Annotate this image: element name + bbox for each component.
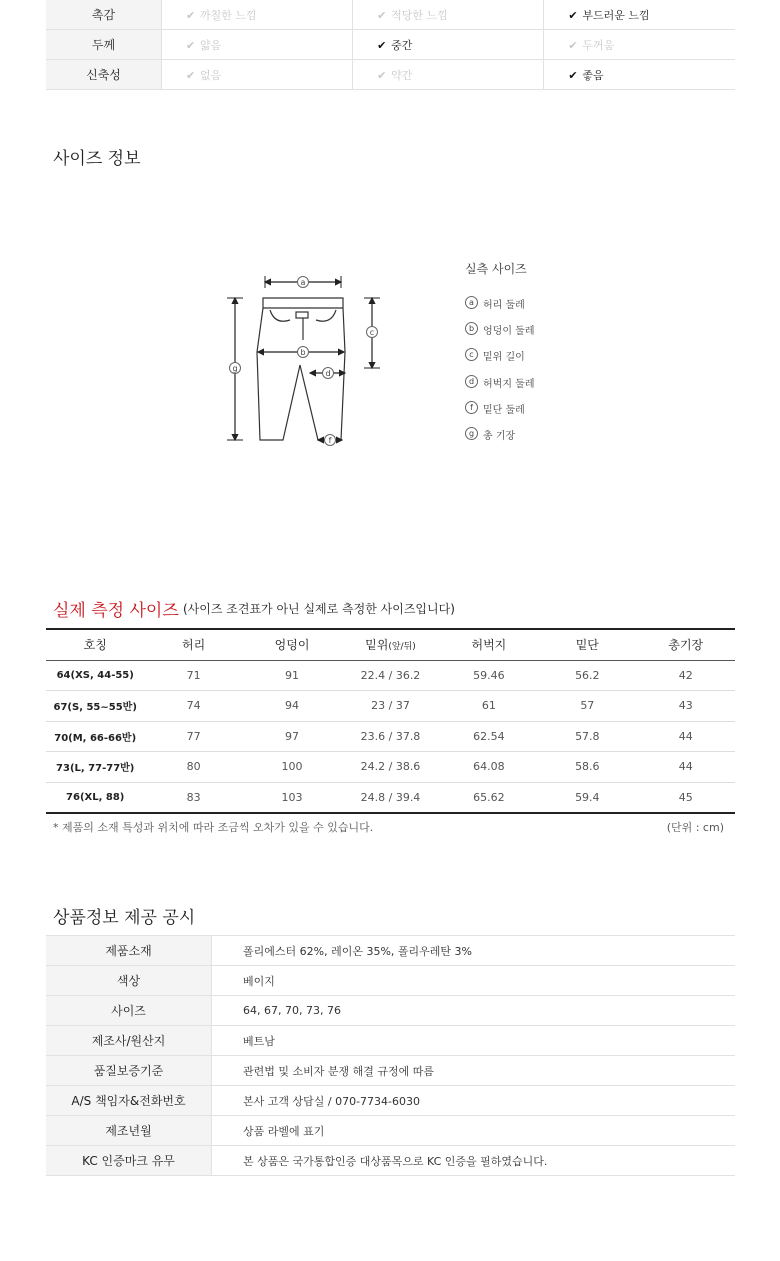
table-cell: 74 — [144, 691, 242, 722]
table-cell: 100 — [243, 752, 341, 783]
table-cell: 91 — [243, 660, 341, 691]
col-header: 허벅지 — [440, 629, 538, 660]
table-cell: 24.2 / 38.6 — [341, 752, 439, 783]
svg-text:b: b — [300, 348, 306, 357]
circled-letter-icon: b — [465, 322, 478, 335]
table-cell: 67(S, 55~55반) — [46, 691, 144, 722]
table-cell: 77 — [144, 721, 242, 752]
check-icon: ✔ — [186, 68, 196, 82]
circled-letter-icon: g — [465, 427, 478, 440]
info-key: A/S 책임자&전화번호 — [46, 1086, 212, 1116]
table-cell: 56.2 — [538, 660, 636, 691]
svg-text:f: f — [328, 436, 332, 445]
table-cell: 59.46 — [440, 660, 538, 691]
feel-option-text: 적당한 느낌 — [391, 8, 448, 22]
legend-item — [465, 296, 534, 322]
table-row — [46, 1056, 735, 1086]
table-cell: 44 — [637, 721, 735, 752]
legend-item — [465, 401, 534, 427]
col-header-suffix: (앞/뒤) — [388, 642, 416, 653]
feel-option-text: 약간 — [391, 68, 413, 82]
feel-option-text: 까칠한 느낌 — [200, 8, 257, 22]
svg-text:c: c — [369, 328, 375, 337]
table-cell: 23.6 / 37.8 — [341, 721, 439, 752]
feel-option — [162, 30, 353, 60]
feel-option-text: 좋음 — [582, 68, 604, 82]
table-row — [46, 936, 735, 966]
info-key: KC 인증마크 유무 — [46, 1146, 212, 1176]
feel-row-touch — [46, 0, 735, 30]
legend-label: 밑위 길이 — [483, 352, 525, 364]
feel-option-text: 없음 — [200, 68, 222, 82]
table-cell: 65.62 — [440, 782, 538, 813]
circled-letter-icon: a — [465, 296, 478, 309]
col-header-text: 밑위 — [365, 638, 389, 653]
measure-unit: (단위 : cm) — [666, 821, 724, 834]
info-key: 사이즈 — [46, 996, 212, 1026]
legend-label: 허벅지 둘레 — [483, 378, 535, 390]
info-key: 품질보증기준 — [46, 1056, 212, 1086]
table-cell: 59.4 — [538, 782, 636, 813]
table-cell: 23 / 37 — [341, 691, 439, 722]
table-row — [46, 660, 735, 691]
feel-option-text: 두꺼움 — [582, 38, 615, 52]
feel-label: 신축성 — [46, 60, 162, 90]
table-cell: 61 — [440, 691, 538, 722]
table-cell: 94 — [243, 691, 341, 722]
measure-subtitle: (사이즈 조견표가 아닌 실제로 측정한 사이즈입니다) — [183, 602, 455, 616]
table-cell: 80 — [144, 752, 242, 783]
col-header — [341, 629, 439, 660]
info-value: 베트남 — [212, 1026, 736, 1056]
info-key: 제조년월 — [46, 1116, 212, 1146]
check-icon: ✔ — [568, 38, 578, 52]
table-cell: 22.4 / 36.2 — [341, 660, 439, 691]
svg-text:a: a — [300, 278, 306, 287]
table-cell: 83 — [144, 782, 242, 813]
info-value: 본 상품은 국가통합인증 대상품목으로 KC 인증을 필하였습니다. — [212, 1146, 736, 1176]
legend-item — [465, 322, 534, 348]
table-cell: 42 — [637, 660, 735, 691]
size-info-heading: 사이즈 정보 — [53, 149, 141, 169]
table-cell: 58.6 — [538, 752, 636, 783]
check-icon: ✔ — [377, 38, 387, 52]
table-row — [46, 1026, 735, 1056]
table-row — [46, 966, 735, 996]
info-value: 관련법 및 소비자 분쟁 해결 규정에 따름 — [212, 1056, 736, 1086]
info-key: 제품소재 — [46, 936, 212, 966]
table-row — [46, 752, 735, 783]
pants-diagram — [220, 270, 395, 450]
legend-label: 밑단 둘레 — [483, 404, 525, 416]
legend-label: 총 기장 — [483, 430, 516, 442]
check-icon: ✔ — [377, 68, 387, 82]
info-value: 베이지 — [212, 966, 736, 996]
check-icon: ✔ — [186, 38, 196, 52]
col-header: 허리 — [144, 629, 242, 660]
circled-letter-icon: c — [465, 348, 478, 361]
table-row — [46, 1086, 735, 1116]
measure-legend — [465, 296, 534, 453]
size-measure-table — [46, 628, 735, 814]
table-cell: 71 — [144, 660, 242, 691]
table-cell: 44 — [637, 752, 735, 783]
feel-option — [544, 30, 735, 60]
fabric-feel-table — [46, 0, 735, 90]
check-icon: ✔ — [568, 8, 578, 22]
circled-letter-icon: f — [465, 401, 478, 414]
check-icon: ✔ — [568, 68, 578, 82]
feel-option-text: 부드러운 느낌 — [582, 8, 650, 22]
product-info-table — [46, 935, 735, 1176]
feel-label: 두께 — [46, 30, 162, 60]
table-row — [46, 721, 735, 752]
feel-option-text: 중간 — [391, 38, 413, 52]
feel-row-thickness — [46, 30, 735, 60]
info-value: 본사 고객 상담실 / 070-7734-6030 — [212, 1086, 736, 1116]
feel-option-selected — [544, 60, 735, 90]
legend-title: 실측 사이즈 — [465, 262, 527, 276]
check-icon: ✔ — [186, 8, 196, 22]
table-header-row — [46, 629, 735, 660]
table-cell: 73(L, 77-77반) — [46, 752, 144, 783]
col-header: 총기장 — [637, 629, 735, 660]
legend-item — [465, 427, 534, 453]
feel-option — [353, 60, 544, 90]
feel-option — [353, 0, 544, 30]
info-value: 64, 67, 70, 73, 76 — [212, 996, 736, 1026]
table-cell: 97 — [243, 721, 341, 752]
feel-option-selected — [353, 30, 544, 60]
table-cell: 62.54 — [440, 721, 538, 752]
feel-label: 촉감 — [46, 0, 162, 30]
measure-title: 실제 측정 사이즈 — [53, 601, 179, 621]
col-header: 밑단 — [538, 629, 636, 660]
info-value: 상품 라벨에 표기 — [212, 1116, 736, 1146]
legend-item — [465, 348, 534, 374]
info-value: 폴리에스터 62%, 레이온 35%, 폴리우레탄 3% — [212, 936, 736, 966]
table-cell: 45 — [637, 782, 735, 813]
table-cell: 103 — [243, 782, 341, 813]
table-cell: 64.08 — [440, 752, 538, 783]
measure-note: * 제품의 소재 특성과 위치에 따라 조금씩 오차가 있을 수 있습니다. — [53, 821, 374, 834]
legend-item — [465, 375, 534, 401]
table-row — [46, 782, 735, 813]
table-cell: 57 — [538, 691, 636, 722]
col-header: 엉덩이 — [243, 629, 341, 660]
svg-text:g: g — [232, 364, 238, 373]
check-icon: ✔ — [377, 8, 387, 22]
table-cell: 70(M, 66-66반) — [46, 721, 144, 752]
legend-label: 엉덩이 둘레 — [483, 326, 535, 338]
feel-option-selected — [544, 0, 735, 30]
feel-option — [162, 0, 353, 30]
table-row — [46, 691, 735, 722]
product-info-heading: 상품정보 제공 공시 — [53, 908, 196, 928]
feel-option — [162, 60, 353, 90]
col-header: 호칭 — [46, 629, 144, 660]
table-cell: 24.8 / 39.4 — [341, 782, 439, 813]
feel-row-stretch — [46, 60, 735, 90]
feel-option-text: 얇음 — [200, 38, 222, 52]
table-row — [46, 996, 735, 1026]
table-row — [46, 1146, 735, 1176]
circled-letter-icon: d — [465, 375, 478, 388]
table-cell: 64(XS, 44-55) — [46, 660, 144, 691]
svg-text:d: d — [325, 369, 331, 378]
table-cell: 76(XL, 88) — [46, 782, 144, 813]
table-cell: 43 — [637, 691, 735, 722]
info-key: 색상 — [46, 966, 212, 996]
legend-label: 허리 둘레 — [483, 300, 525, 311]
table-cell: 57.8 — [538, 721, 636, 752]
info-key: 제조사/원산지 — [46, 1026, 212, 1056]
table-row — [46, 1116, 735, 1146]
